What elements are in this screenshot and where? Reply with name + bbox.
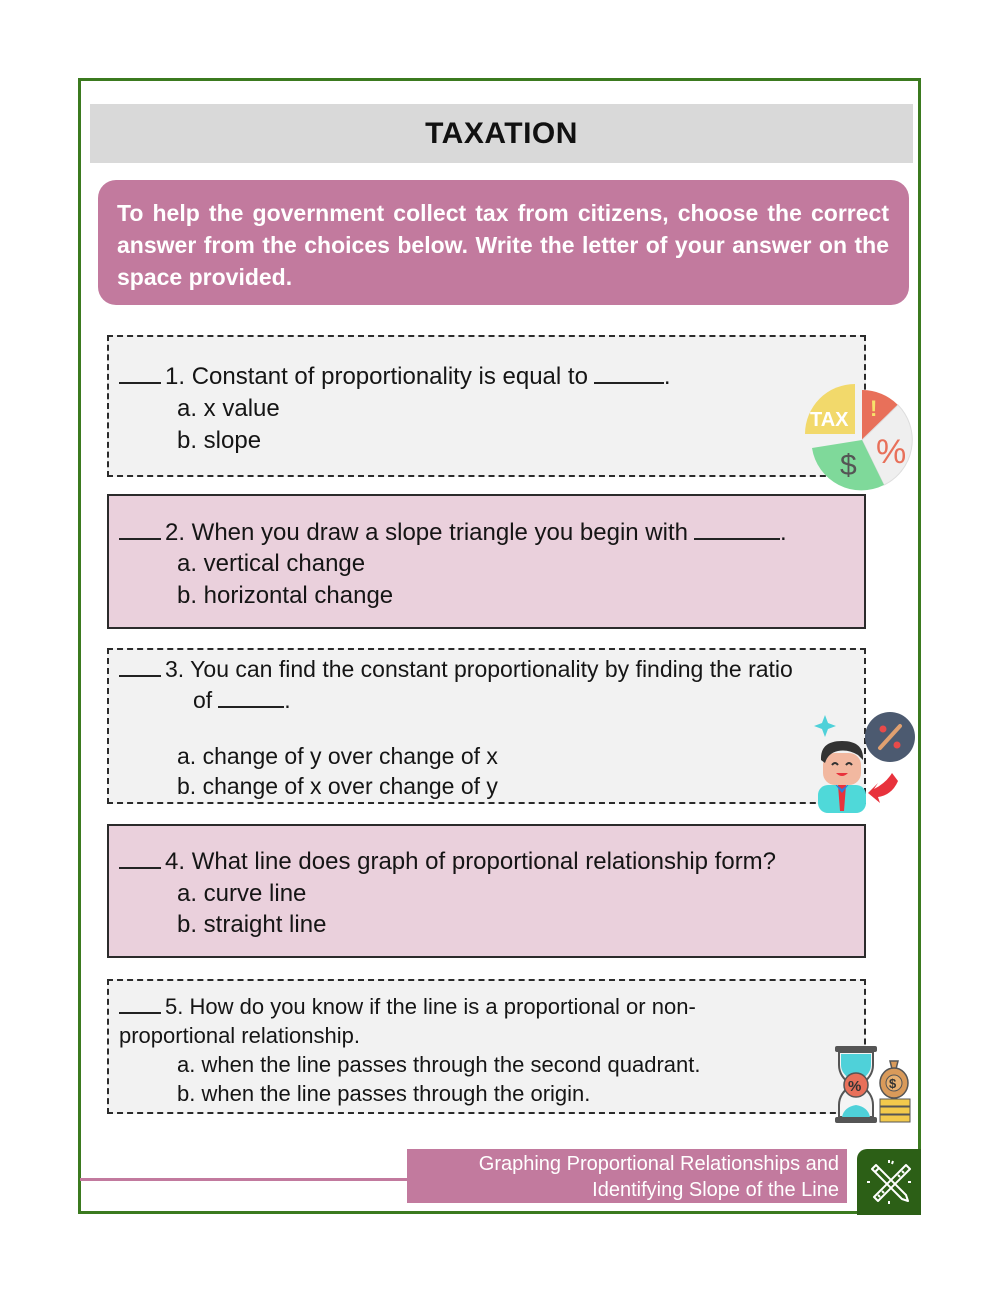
- question-2-box: [107, 494, 866, 629]
- question-1-box: [107, 335, 866, 477]
- fill-blank: [594, 362, 664, 384]
- footer-line-1: Graphing Proportional Relationships and: [478, 1153, 839, 1175]
- answer-blank-3[interactable]: [119, 655, 161, 677]
- question-3-option-a: a. change of y over change of x: [177, 743, 498, 769]
- question-4-box: [107, 824, 866, 958]
- businessman-percent-icon: [808, 705, 918, 815]
- question-1-option-b: b. slope: [177, 427, 262, 454]
- question-2-prompt: 2. When you draw a slope triangle you begin with .: [119, 517, 787, 548]
- question-5-box: [107, 979, 866, 1114]
- instructions-panel: [98, 180, 909, 305]
- footer-topic-label: [407, 1149, 847, 1203]
- fill-blank: [218, 686, 284, 708]
- svg-text:%: %: [848, 1078, 862, 1095]
- fill-blank: [694, 518, 780, 540]
- question-5-prompt: 5. How do you know if the line is a proportional or non-: [119, 991, 696, 1022]
- answer-blank-2[interactable]: [119, 518, 161, 540]
- title-bar: [90, 104, 913, 163]
- question-2-option-b: b. horizontal change: [177, 582, 394, 609]
- svg-text:TAX: TAX: [810, 409, 849, 431]
- question-3-box: [107, 648, 866, 804]
- question-3-option-b: b. change of x over change of y: [177, 773, 498, 799]
- answer-blank-1[interactable]: [119, 362, 161, 384]
- pencil-ruler-logo-icon: [857, 1149, 921, 1215]
- tax-pie-chart-icon: [800, 378, 915, 493]
- hourglass-money-bag-icon: [832, 1043, 916, 1127]
- svg-text:$: $: [840, 449, 857, 482]
- svg-text:!: !: [870, 396, 878, 421]
- question-2-option-a: a. vertical change: [177, 550, 366, 577]
- answer-blank-4[interactable]: [119, 847, 161, 869]
- question-5-option-a: a. when the line passes through the second quadrant.: [177, 1052, 701, 1077]
- instructions-text: To help the government collect tax from citizens, choose the correct answer from the choices below. Write the letter of your answer on the space provided.: [117, 200, 889, 290]
- svg-text:%: %: [876, 433, 907, 471]
- question-1-prompt: 1. Constant of proportionality is equal to .: [119, 361, 671, 392]
- question-1-option-a: a. x value: [177, 395, 280, 422]
- question-5-option-b: b. when the line passes through the origin.: [177, 1081, 591, 1106]
- question-4-prompt: 4. What line does graph of proportional relationship form?: [119, 846, 776, 877]
- footer-line-2: Identifying Slope of the Line: [592, 1179, 839, 1201]
- question-4-option-b: b. straight line: [177, 911, 327, 938]
- question-4-option-a: a. curve line: [177, 880, 307, 907]
- question-3-prompt: 3. You can find the constant proportionality by finding the ratio: [119, 654, 793, 685]
- question-3-prompt-line2: of .: [193, 687, 291, 713]
- answer-blank-5[interactable]: [119, 992, 161, 1014]
- svg-text:$: $: [889, 1076, 897, 1091]
- question-5-prompt-line2: proportional relationship.: [119, 1023, 360, 1048]
- page-title: TAXATION: [425, 116, 578, 150]
- footer-divider: [80, 1178, 410, 1181]
